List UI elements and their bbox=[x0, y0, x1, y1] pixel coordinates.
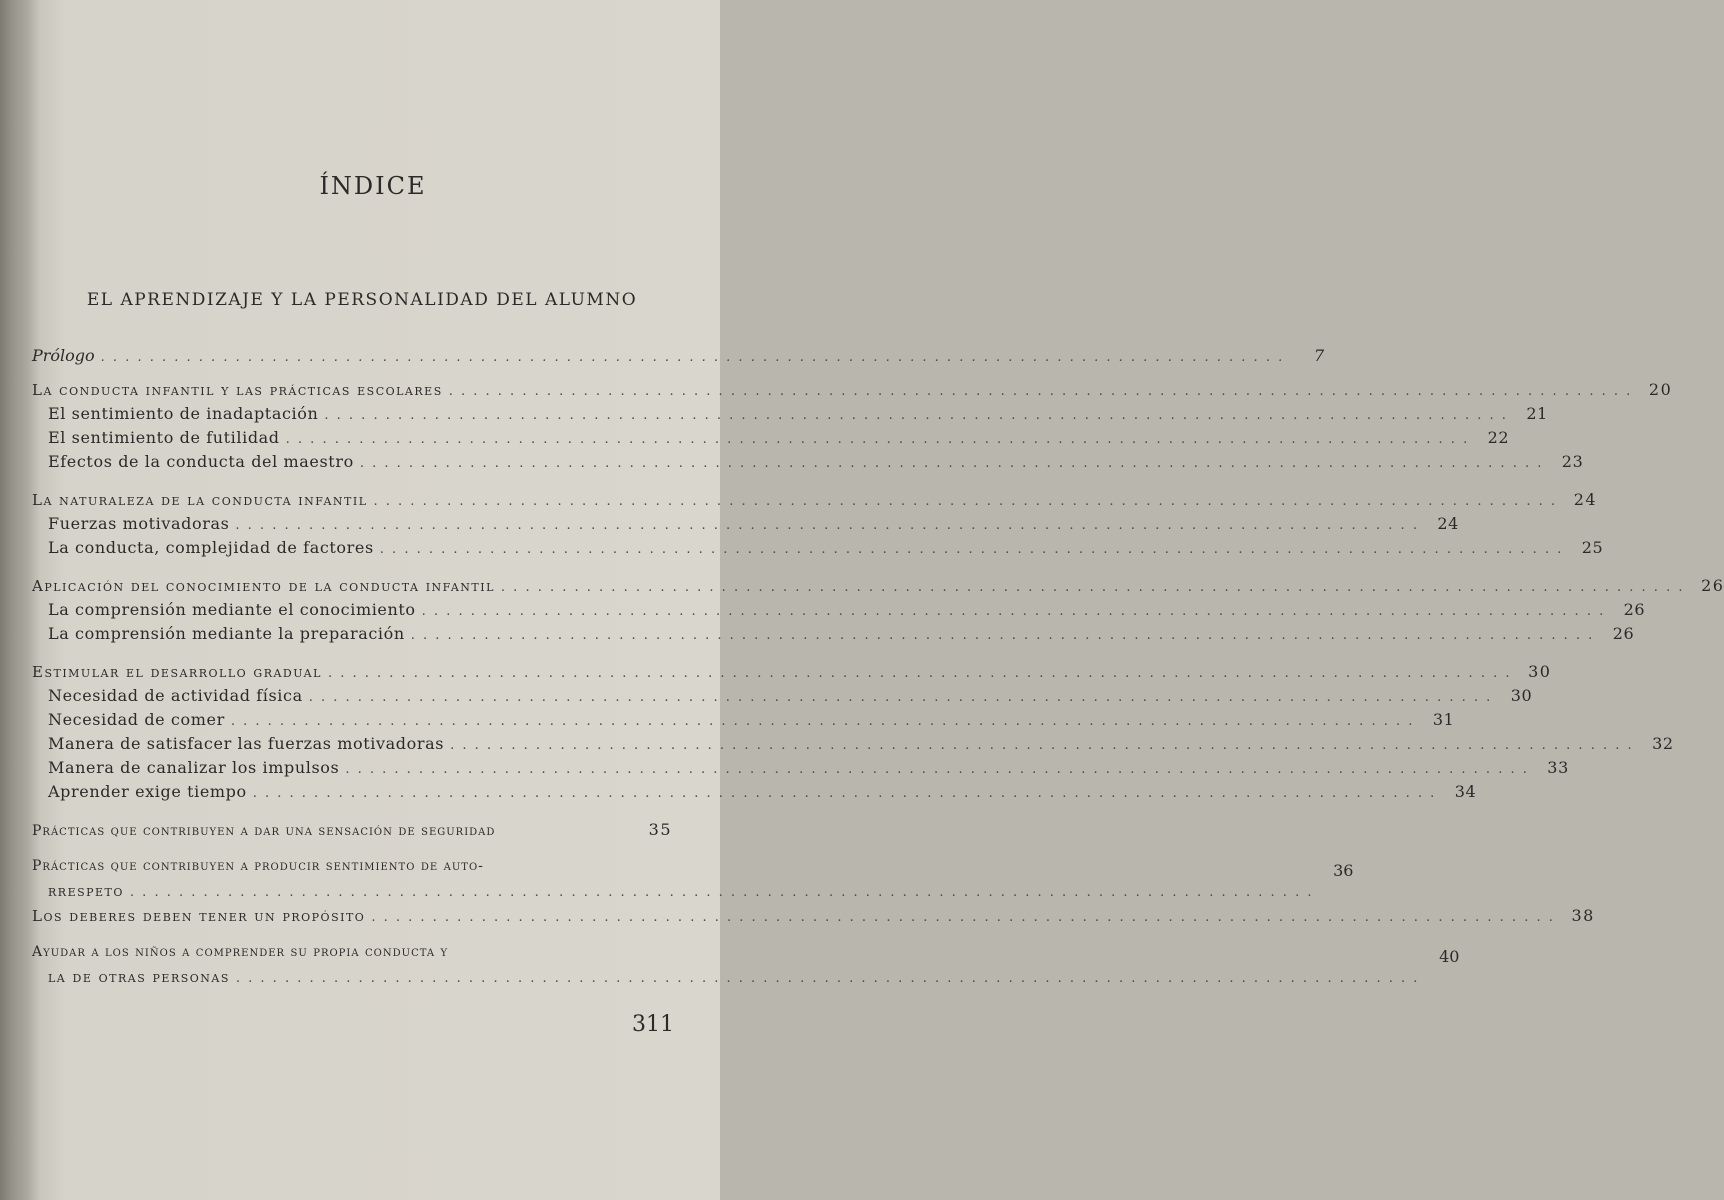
dot-leader bbox=[411, 628, 1595, 643]
dot-leader bbox=[236, 971, 1420, 986]
folio-page-number: 311 bbox=[632, 1012, 674, 1037]
toc-entry bbox=[32, 514, 1459, 538]
toc-page-number: 32 bbox=[1652, 734, 1674, 753]
toc-entry-title: Ayudar a los niños a comprender su propia conducta y bbox=[32, 944, 449, 960]
toc-entry-title-continued: la de otras personas bbox=[48, 968, 230, 986]
toc-entry-title: Efectos de la conducta del maestro bbox=[48, 452, 354, 471]
toc-page-number: 23 bbox=[1561, 452, 1584, 471]
toc-page-number: 38 bbox=[1571, 906, 1595, 925]
dot-leader bbox=[374, 494, 1558, 509]
toc-page-number: 7 bbox=[1314, 346, 1325, 365]
toc-page-number: 25 bbox=[1581, 538, 1604, 557]
toc-entry bbox=[32, 782, 1477, 806]
toc-page-number: 26 bbox=[1623, 600, 1646, 619]
dot-leader bbox=[449, 384, 1633, 399]
toc-chapter bbox=[32, 820, 672, 844]
page-title: ÍNDICE bbox=[319, 172, 427, 200]
toc-entry-title: Prólogo bbox=[32, 346, 95, 365]
dot-leader bbox=[130, 885, 1314, 900]
toc-entry-title: La comprensión mediante el conocimiento bbox=[48, 600, 416, 619]
toc-entry-title: Fuerzas motivadoras bbox=[48, 514, 230, 533]
toc-page-number: 24 bbox=[1437, 514, 1459, 533]
dot-leader bbox=[371, 910, 1555, 925]
toc-entry-title: El sentimiento de inadaptación bbox=[48, 404, 319, 423]
dot-leader bbox=[450, 738, 1634, 753]
toc-entry bbox=[32, 538, 1604, 562]
dot-leader bbox=[286, 432, 1470, 447]
dot-leader bbox=[101, 350, 1285, 365]
toc-entry-title: Prácticas que contribuyen a producir sentimiento de auto- bbox=[32, 858, 484, 874]
dot-leader bbox=[328, 666, 1512, 681]
book-spine bbox=[0, 0, 26, 1200]
toc-page-number: 30 bbox=[1528, 662, 1552, 681]
toc-chapter bbox=[32, 662, 1552, 686]
toc-entry-title: La conducta, complejidad de factores bbox=[48, 538, 374, 557]
toc-entry bbox=[32, 428, 1510, 452]
toc-entry-title: Estimular el desarrollo gradual bbox=[32, 663, 322, 681]
table-of-contents bbox=[32, 346, 1724, 992]
toc-entry-title: La naturaleza de la conducta infantil bbox=[32, 491, 368, 509]
book-page bbox=[26, 0, 1724, 1200]
dot-leader bbox=[309, 690, 1493, 705]
dot-leader bbox=[253, 786, 1437, 801]
toc-chapter bbox=[32, 576, 1724, 600]
toc-page-number: 40 bbox=[1439, 947, 1460, 966]
toc-entry-title: Los deberes deben tener un propósito bbox=[32, 907, 366, 925]
toc-entry-title: Prácticas que contribuyen a dar una sensación de seguridad bbox=[32, 823, 496, 839]
dot-leader bbox=[501, 580, 1685, 595]
toc-page-number: 30 bbox=[1510, 686, 1533, 705]
dot-leader bbox=[345, 762, 1529, 777]
toc-page-number: 26 bbox=[1612, 624, 1635, 643]
dot-leader bbox=[235, 518, 1419, 533]
toc-chapter bbox=[32, 944, 1460, 992]
toc-page-number: 33 bbox=[1547, 758, 1569, 777]
toc-chapter bbox=[32, 858, 1354, 906]
dot-leader bbox=[380, 542, 1564, 557]
dot-leader bbox=[231, 714, 1415, 729]
toc-entry-title: Necesidad de comer bbox=[48, 710, 225, 729]
toc-entry-title: Aplicación del conocimiento de la conducta infantil bbox=[32, 577, 495, 595]
toc-entry-title: Necesidad de actividad física bbox=[48, 686, 303, 705]
toc-entry-title: Manera de canalizar los impulsos bbox=[48, 758, 340, 777]
dot-leader bbox=[422, 604, 1606, 619]
toc-entry bbox=[32, 404, 1548, 428]
toc-entry-title-continued: rrespeto bbox=[48, 882, 124, 900]
toc-entry bbox=[32, 624, 1635, 648]
toc-page-number: 26 bbox=[1701, 576, 1724, 595]
toc-entry bbox=[32, 346, 1325, 370]
toc-page-number: 34 bbox=[1454, 782, 1477, 801]
toc-page-number: 36 bbox=[1333, 861, 1354, 880]
toc-entry bbox=[32, 452, 1584, 476]
toc-entry-title: Aprender exige tiempo bbox=[48, 782, 247, 801]
section-subtitle: EL APRENDIZAJE Y LA PERSONALIDAD DEL ALUMNO bbox=[86, 290, 638, 310]
toc-chapter bbox=[32, 906, 1595, 930]
toc-entry bbox=[32, 710, 1455, 734]
toc-entry-title: Manera de satisfacer las fuerzas motivadoras bbox=[48, 734, 445, 753]
toc-page-number: 24 bbox=[1573, 490, 1598, 509]
dot-leader bbox=[324, 408, 1508, 423]
toc-page-number: 20 bbox=[1648, 380, 1673, 399]
toc-chapter bbox=[32, 380, 1673, 404]
toc-chapter bbox=[32, 490, 1598, 514]
toc-entry-title: El sentimiento de futilidad bbox=[48, 428, 280, 447]
toc-entry bbox=[32, 758, 1569, 782]
toc-page-number: 35 bbox=[648, 820, 672, 839]
toc-entry bbox=[32, 734, 1674, 758]
toc-entry bbox=[32, 686, 1533, 710]
toc-page-number: 22 bbox=[1487, 428, 1510, 447]
toc-entry bbox=[32, 600, 1646, 624]
dot-leader bbox=[360, 456, 1544, 471]
toc-page-number: 21 bbox=[1526, 404, 1548, 423]
toc-entry-title: La comprensión mediante la preparación bbox=[48, 624, 405, 643]
toc-entry-title: La conducta infantil y las prácticas escolares bbox=[32, 381, 443, 399]
toc-page-number: 31 bbox=[1432, 710, 1455, 729]
